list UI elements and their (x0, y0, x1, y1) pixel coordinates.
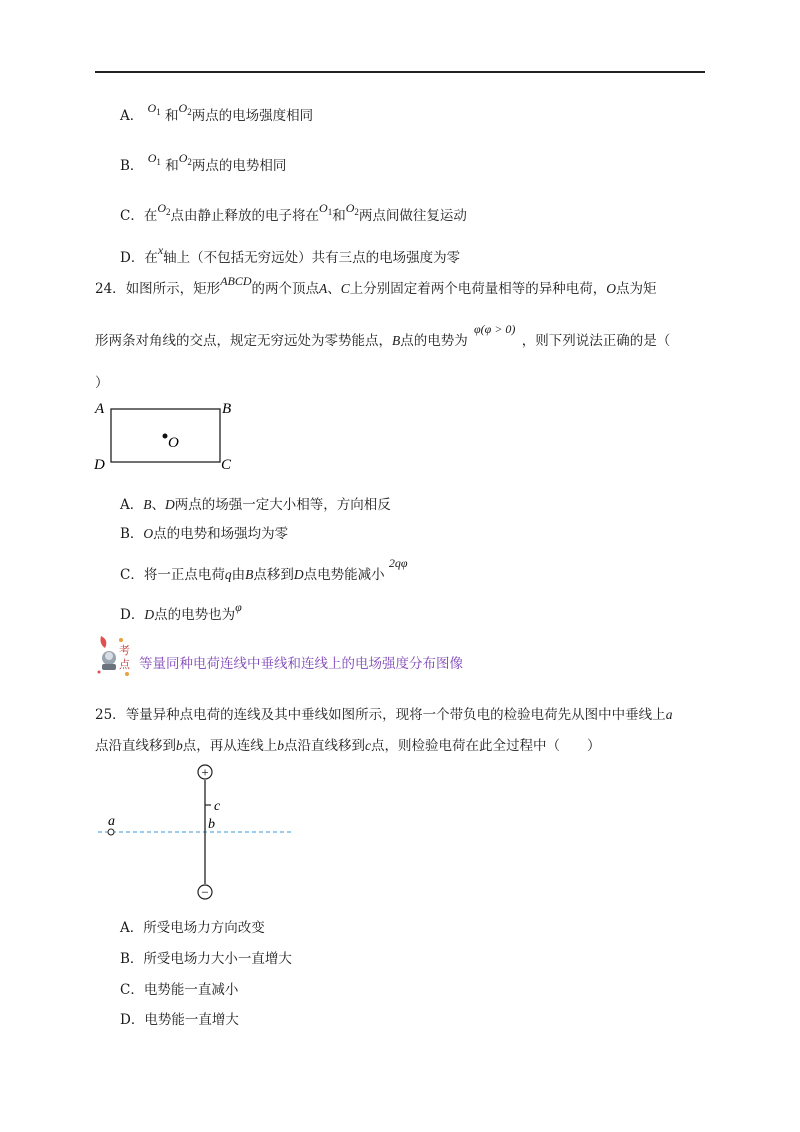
q23-option-d[interactable]: D．在x轴上（不包括无穷远处）共有三点的电场强度为零 (120, 243, 461, 266)
q25-charges-figure (90, 760, 300, 910)
q24-rectangle-figure (92, 396, 242, 476)
point-o (163, 434, 168, 439)
q25-stem-line1: 25．等量异种点电荷的连线及其中垂线如图所示，现将一个带负电的检验电荷先从图中中垂线上a (95, 707, 673, 723)
svg-text:+: + (201, 764, 209, 780)
kaodian-icon (93, 634, 137, 678)
header-rule (95, 71, 705, 73)
q25-stem-line2: 点沿直线移到b点，再从连线上b点沿直线移到c点，则检验电荷在此全过程中（ ） (95, 738, 601, 754)
label-b: B (222, 401, 232, 417)
svg-text:−: − (201, 884, 209, 900)
svg-text:考: 考 (119, 645, 130, 657)
q24-stem-line3: ） (95, 375, 109, 391)
q24-option-c[interactable]: C．将一正点电荷q由B点移到D点电势能减小 2qφ (120, 556, 408, 583)
q24-option-d[interactable]: D．D点的电势也为φ (120, 600, 242, 623)
topic-title: 等量同种电荷连线中垂线和连线上的电场强度分布图像 (139, 656, 463, 672)
label-b: b (208, 817, 215, 832)
q23-option-b[interactable]: B． $O_1$ 和$O_2$两点的电势相同 (120, 151, 287, 174)
q25-option-d[interactable]: D．电势能一直增大 (120, 1012, 239, 1028)
q24-option-b[interactable]: B．O点的电势和场强均为零 (120, 526, 289, 542)
q25-option-a[interactable]: A．所受电场力方向改变 (120, 920, 265, 936)
label-c: C (221, 457, 232, 473)
q24-stem-line1: 24．如图所示，矩形ABCD的两个顶点A、C上分别固定着两个电荷量相等的异种电荷，O点为矩 (95, 274, 657, 297)
q23-option-c[interactable]: C．在$O_2$点由静止释放的电子将在$O_1$和$O_2$两点间做往复运动 (120, 201, 467, 224)
q25-option-b[interactable]: B．所受电场力大小一直增大 (120, 951, 292, 967)
q24-option-a[interactable]: A．B、D两点的场强一定大小相等，方向相反 (120, 497, 391, 513)
svg-text:点: 点 (119, 659, 130, 671)
q25-option-c[interactable]: C．电势能一直减小 (120, 982, 239, 998)
label-c: c (214, 799, 221, 814)
q23-option-a[interactable]: A． $O_1$ 和$O_2$两点的电场强度相同 (120, 101, 314, 124)
q24-stem-line2: 形两条对角线的交点，规定无穷远处为零势能点，B点的电势为 φ(φ > 0) ，则下列说法正确的是（ (95, 322, 671, 349)
label-o: O (168, 435, 179, 451)
point-a (108, 829, 114, 835)
label-d: D (94, 457, 105, 473)
label-a: a (108, 814, 115, 829)
label-a: A (95, 401, 105, 417)
